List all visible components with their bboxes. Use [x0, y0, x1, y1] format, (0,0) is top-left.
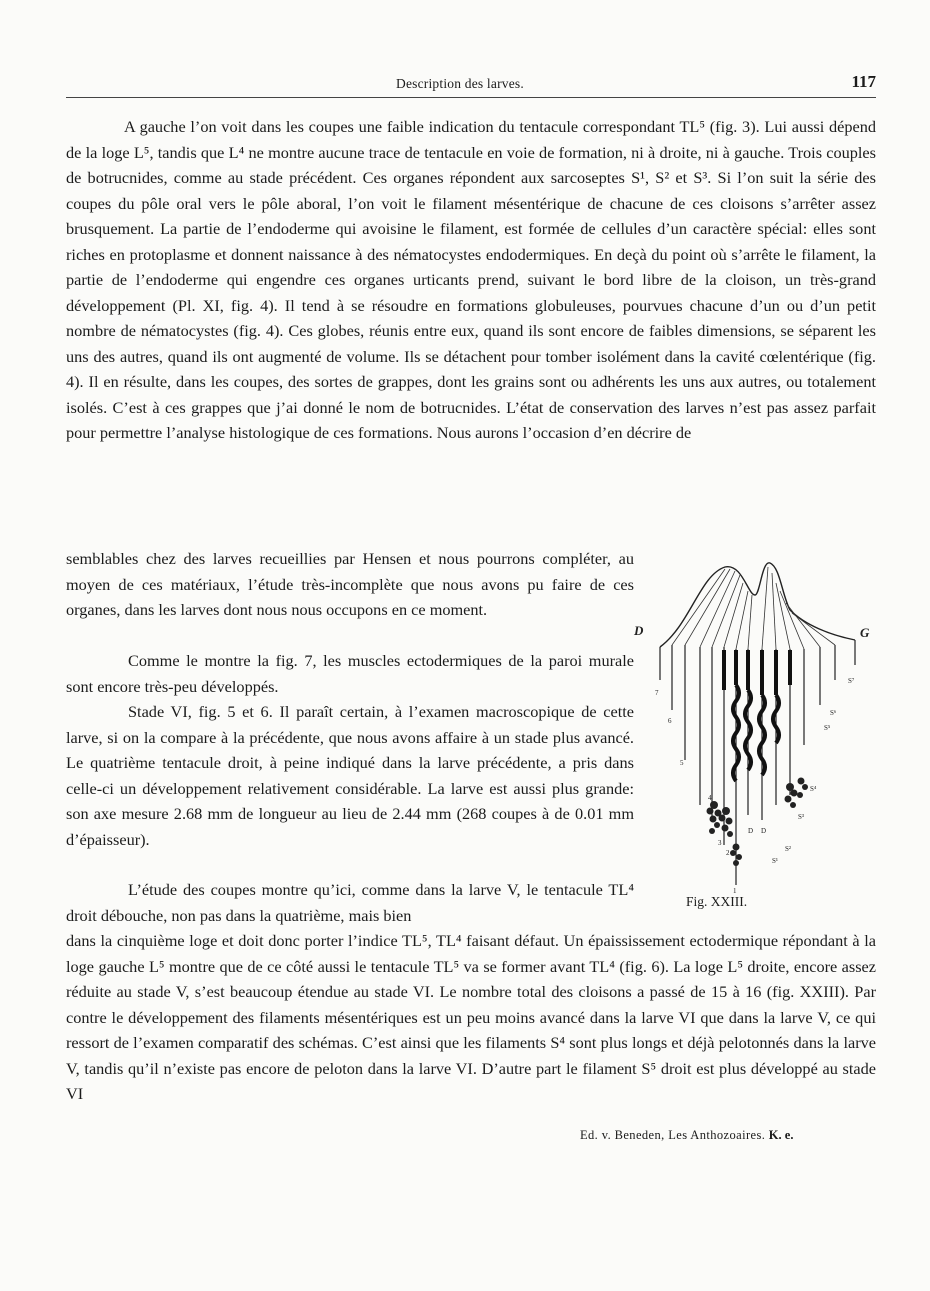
figure-label-3: 3	[718, 839, 722, 847]
figure-septa	[660, 640, 855, 885]
figure-xxiii-diagram	[630, 555, 880, 905]
figure-label-6: 6	[668, 717, 672, 725]
figure-label-d1: D	[748, 827, 754, 835]
figure-label-s6: S⁶	[830, 709, 837, 717]
figure-label-1: 1	[733, 887, 737, 895]
figure-label-s1: S¹	[772, 857, 778, 865]
paragraph-botrucnides: A gauche l’on voit dans les coupes une faible indication du tentacule correspondant TL⁵ (fig. 3). Lui aussi dépend de la loge L⁵, tandis que L⁴ ne montre aucune trace de tentacule en voie de formation, ni à droite, ni à gauche. Trois couples de botrucnides, comme au stade précédent. Ces organes répondent aux sarcoseptes S¹, S² et S³. Si l’on suit la série des coupes du pôle oral vers le pôle aboral, l’on voit le filament mésentérique de chacune de ces cloisons s’arrêter assez brusquement. La partie de l’endoderme qui avoisine le filament, est formée de cellules d’un caractère spécial: elles sont riches en protoplasme et donnent naissance à des nématocystes endodermiques. En deçà du point où s’arrête le filament, la partie de l’endoderme qui engendre ces organes urticants prend, suivant le bord libre de la cloison, un très-grand développement (Pl. XI, fig. 4). Il tend à se résoudre en formations globuleuses, pourvues chacune d’un ou d’un petit nombre de nématocystes (fig. 4). Ces globes, réunis entre eux, quand ils sont encore de faibles dimensions, se séparent les uns des autres, quand ils ont augmenté de volume. Ils se détachent pour tomber isolément dans la cavité cœlentérique (fig. 4). Il en résulte, dans les coupes, des sortes de grappes, dont les grains sont ou adhérents les uns aux autres, ou totalement isolés. C’est à ces grappes que j’ai donné le nom de botrucnides. L’état de conservation des larves n’est pas assez parfait pour permettre l’analyse histologique de ces formations. Nous aurons l’occasion d’en décrire de	[66, 117, 876, 442]
running-title: Description des larves.	[396, 76, 524, 91]
figure-caption: Fig. XXIII.	[686, 894, 748, 909]
footer-signature: K. e.	[768, 1128, 794, 1142]
figure-label-d2: D	[761, 827, 767, 835]
figure-outline	[660, 563, 855, 647]
figure-label-s4: S⁴	[810, 785, 817, 793]
footer-text: Ed. v. Beneden, Les Anthozoaires.	[580, 1128, 766, 1142]
paragraph-botrucnides-continued: semblables chez des larves recueillies par Hensen et nous pourrons compléter, au moyen de ces matériaux, l’étude très-incomplète que nous avons pu faire de ces organes, dans les larves dont nous nous occupons en ce moment.	[66, 549, 634, 619]
figure-label-g: G	[860, 625, 870, 640]
figure-label-4: 4	[708, 794, 712, 802]
page-number: 117	[851, 72, 876, 91]
figure-label-s5: S⁵	[824, 724, 831, 732]
paragraph-coupes: L’étude des coupes montre qu’ici, comme dans la larve V, le tentacule TL⁴ droit débouche, non pas dans la quatrième, mais bien	[66, 880, 634, 925]
paragraph-stade-vi: Stade VI, fig. 5 et 6. Il paraît certain, à l’examen macroscopique de cette larve, si on la compare à la précédente, que nous avons affaire à un stade plus avancé. Le quatrième tentacule droit, à peine indiqué dans la larve précédente, a pris dans celle-ci un développement relativement considérable. La larve est aussi plus grande: son axe mesure 2.68 mm de longueur au lieu de 2.44 mm (268 coupes à de 0.01 mm d’épaisseur).	[66, 702, 634, 849]
figure-filaments	[724, 650, 790, 781]
paragraph-muscles: Comme le montre la fig. 7, les muscles ectodermiques de la paroi murale sont encore très-peu développés.	[66, 651, 634, 696]
page-header	[66, 74, 876, 96]
figure-label-2: 2	[726, 849, 730, 857]
figure-radial-lines	[672, 567, 835, 649]
figure-label-s7: S⁷	[848, 677, 855, 685]
figure-label-7: 7	[655, 689, 659, 697]
figure-label-s3: S³	[798, 813, 804, 821]
figure-botrucnides	[707, 778, 809, 867]
figure-label-5: 5	[680, 759, 684, 767]
paragraph-coupes-continued: dans la cinquième loge et doit donc porter l’indice TL⁵, TL⁴ faisant défaut. Un épaississement ectodermique répondant à la loge gauche L⁵ montre que de ce côté aussi le tentacule TL⁵ va se former avant TL⁴ (fig. 6). La loge L⁵ droite, encore assez réduite au stade V, s’est beaucoup étendue au stade VI. Le nombre total des cloisons a passé de 15 à 16 (fig. XXIII). Par contre le développement des filaments mésentériques est un peu moins avancé dans la larve VI que dans la larve V, ce qui ressort de l’examen comparatif des schémas. C’est ainsi que les filaments S⁴ sont plus longs et déjà pelotonnés dans la larve V, tandis qu’il n’existe pas encore de peloton dans la larve VI. D’autre part le filament S⁵ droit est plus développé au stade VI	[66, 931, 876, 1103]
header-rule	[66, 97, 876, 98]
figure-label-d: D	[634, 623, 644, 638]
page-footer	[580, 1128, 793, 1143]
figure-label-s2: S²	[785, 845, 791, 853]
